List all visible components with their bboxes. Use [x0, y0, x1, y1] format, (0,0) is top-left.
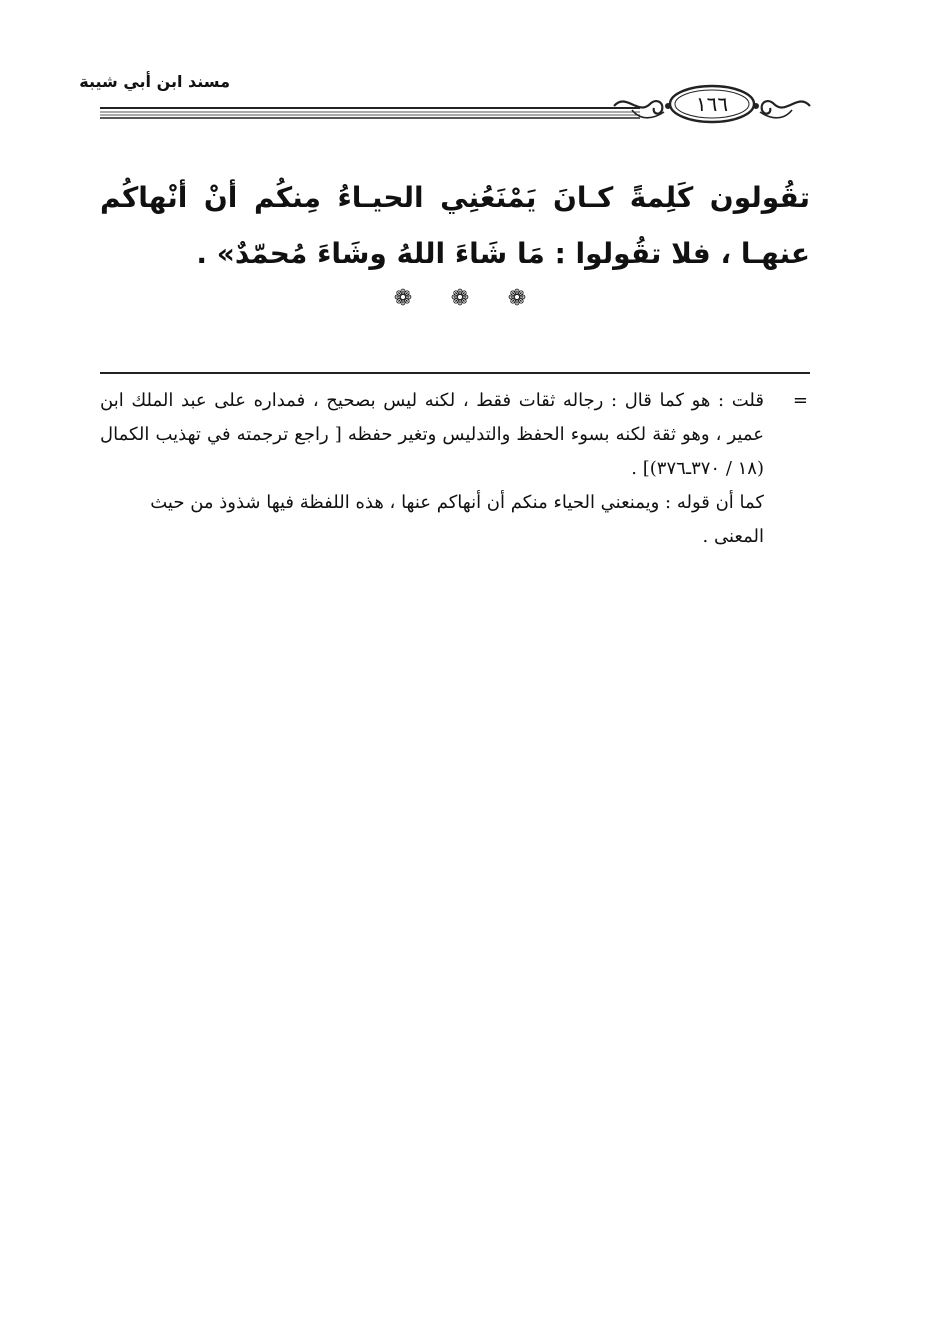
running-title: مسند ابن أبي شيبة [79, 72, 230, 91]
footnote-paragraph-2: كما أن قوله : ويمنعني الحياء منكم أن أنهاكم عنها ، هذه اللفظة فيها شذوذ من حيث المعنى . [150, 492, 764, 547]
footnote-continuation-marker: = [792, 390, 808, 411]
flower-ornament-icon: ❁ [393, 286, 413, 311]
section-separator [390, 286, 530, 312]
footnote-text-1: قلت : هو كما قال : رجاله ثقات فقط ، لكنه ليس بصحيح ، فمداره على عبد الملك ابن عمير ، وهو ثقة لكنه بسوء الحفظ والتدليس وتغير حفظه [ راجع ترجمته في تهذيب الكمال (١٨ / ٣٧٠ـ٣٧٦)] . [100, 390, 764, 479]
footnote-paragraph-1 [100, 384, 810, 486]
flower-ornament-icon: ❁ [507, 286, 527, 311]
flower-ornament-icon: ❁ [450, 286, 470, 311]
footnote-rule [100, 372, 810, 374]
header-rule [100, 106, 640, 120]
main-text: تقُولون كَلِمةً كـانَ يَمْنَعُنِي الحيـاءُ مِنكُم أنْ أنْهاكُم عنهـا ، فلا تقُولوا : مَا شَاءَ اللهُ وشَاءَ مُحمّدٌ» . [100, 181, 810, 270]
footnote [100, 384, 810, 554]
page-number: ١٦٦ [695, 92, 729, 116]
